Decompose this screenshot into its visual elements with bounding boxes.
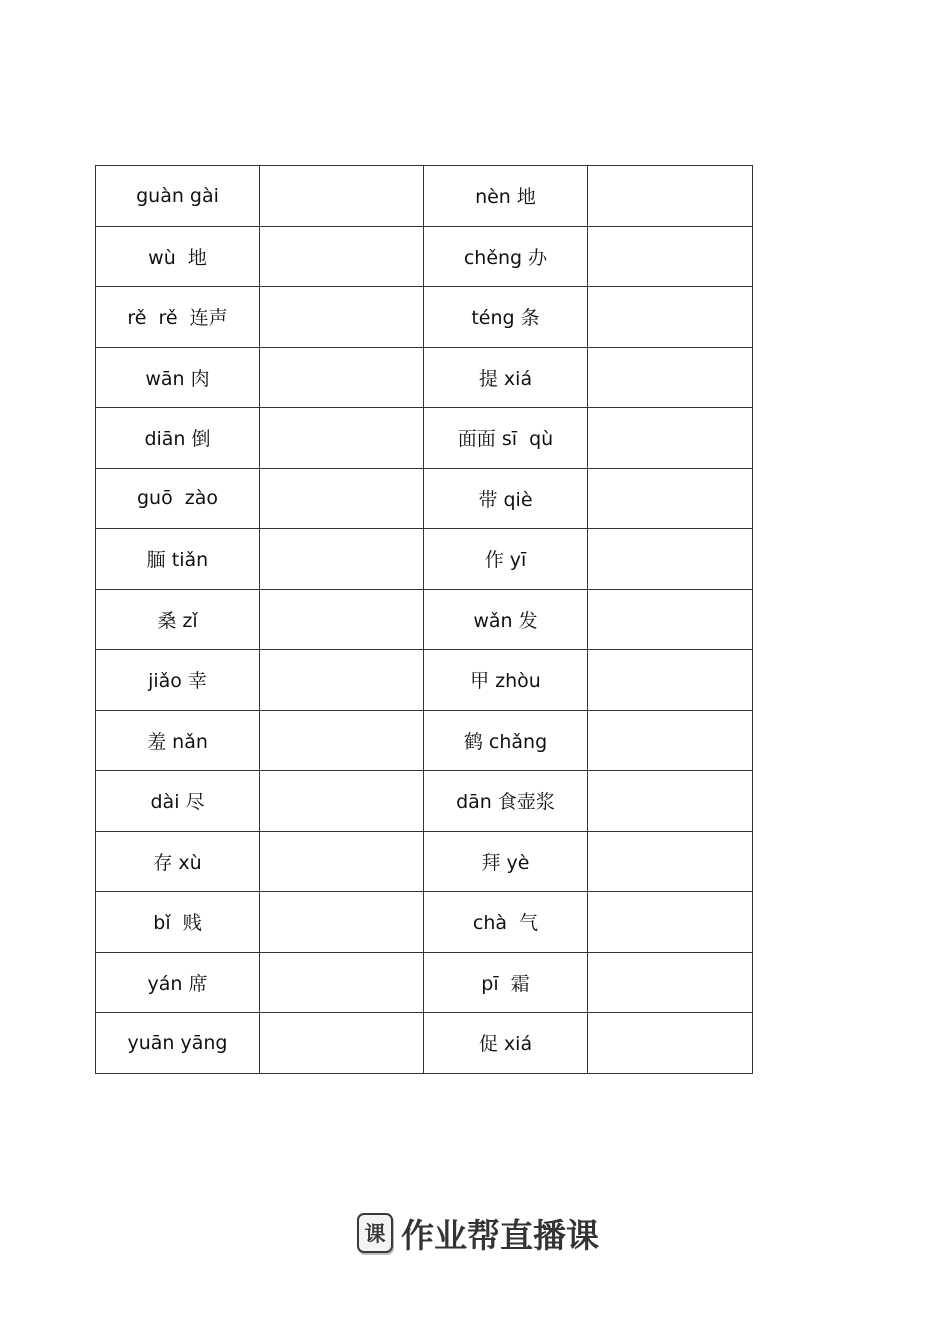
answer-cell-left[interactable] bbox=[260, 408, 424, 469]
prompt-cell-right: 拜 yè bbox=[424, 831, 588, 892]
answer-cell-left[interactable] bbox=[260, 287, 424, 348]
prompt-cell-left: dài 尽 bbox=[96, 771, 260, 832]
prompt-cell-left: yuān yāng bbox=[96, 1013, 260, 1074]
table-row bbox=[96, 952, 753, 1013]
prompt-cell-right: 提 xiá bbox=[424, 347, 588, 408]
prompt-cell-left: 腼 tiǎn bbox=[96, 529, 260, 590]
table-row bbox=[96, 529, 753, 590]
prompt-cell-left: wù 地 bbox=[96, 226, 260, 287]
prompt-cell-right: wǎn 发 bbox=[424, 589, 588, 650]
answer-cell-left[interactable] bbox=[260, 892, 424, 953]
answer-cell-left[interactable] bbox=[260, 831, 424, 892]
table-row bbox=[96, 408, 753, 469]
prompt-cell-right: téng 条 bbox=[424, 287, 588, 348]
prompt-cell-left: diān 倒 bbox=[96, 408, 260, 469]
answer-cell-left[interactable] bbox=[260, 710, 424, 771]
table-row bbox=[96, 650, 753, 711]
prompt-cell-left: rě rě 连声 bbox=[96, 287, 260, 348]
answer-cell-left[interactable] bbox=[260, 650, 424, 711]
prompt-cell-left: wān 肉 bbox=[96, 347, 260, 408]
prompt-cell-right: 甲 zhòu bbox=[424, 650, 588, 711]
answer-cell-right[interactable] bbox=[588, 650, 753, 711]
answer-cell-right[interactable] bbox=[588, 166, 753, 227]
answer-cell-left[interactable] bbox=[260, 529, 424, 590]
answer-cell-right[interactable] bbox=[588, 771, 753, 832]
answer-cell-right[interactable] bbox=[588, 892, 753, 953]
answer-cell-right[interactable] bbox=[588, 952, 753, 1013]
answer-cell-left[interactable] bbox=[260, 952, 424, 1013]
prompt-cell-right: dān 食壶浆 bbox=[424, 771, 588, 832]
table-row bbox=[96, 468, 753, 529]
prompt-cell-left: 存 xù bbox=[96, 831, 260, 892]
pinyin-worksheet-table bbox=[95, 165, 753, 1074]
prompt-cell-right: 面面 sī qù bbox=[424, 408, 588, 469]
table-row bbox=[96, 347, 753, 408]
answer-cell-right[interactable] bbox=[588, 287, 753, 348]
prompt-cell-left: jiǎo 幸 bbox=[96, 650, 260, 711]
answer-cell-right[interactable] bbox=[588, 408, 753, 469]
prompt-cell-right: pī 霜 bbox=[424, 952, 588, 1013]
table-row bbox=[96, 710, 753, 771]
prompt-cell-right: nèn 地 bbox=[424, 166, 588, 227]
prompt-cell-right: 作 yī bbox=[424, 529, 588, 590]
answer-cell-right[interactable] bbox=[588, 226, 753, 287]
table-row bbox=[96, 831, 753, 892]
footer-logo bbox=[357, 1211, 599, 1255]
logo-text: 作业帮直播课 bbox=[401, 1215, 599, 1255]
answer-cell-right[interactable] bbox=[588, 1013, 753, 1074]
table-row bbox=[96, 166, 753, 227]
answer-cell-left[interactable] bbox=[260, 1013, 424, 1074]
table-row bbox=[96, 589, 753, 650]
worksheet-body bbox=[96, 166, 753, 1074]
prompt-cell-left: guàn gài bbox=[96, 166, 260, 227]
prompt-cell-right: chà 气 bbox=[424, 892, 588, 953]
answer-cell-right[interactable] bbox=[588, 468, 753, 529]
prompt-cell-right: 促 xiá bbox=[424, 1013, 588, 1074]
table-row bbox=[96, 771, 753, 832]
answer-cell-left[interactable] bbox=[260, 468, 424, 529]
answer-cell-left[interactable] bbox=[260, 589, 424, 650]
prompt-cell-left: guō zào bbox=[96, 468, 260, 529]
logo-badge-icon: 课 bbox=[357, 1213, 393, 1253]
answer-cell-right[interactable] bbox=[588, 347, 753, 408]
answer-cell-left[interactable] bbox=[260, 347, 424, 408]
prompt-cell-left: yán 席 bbox=[96, 952, 260, 1013]
prompt-cell-left: 羞 nǎn bbox=[96, 710, 260, 771]
answer-cell-right[interactable] bbox=[588, 529, 753, 590]
prompt-cell-left: 桑 zǐ bbox=[96, 589, 260, 650]
prompt-cell-right: chěng 办 bbox=[424, 226, 588, 287]
table-row bbox=[96, 1013, 753, 1074]
prompt-cell-left: bǐ 贱 bbox=[96, 892, 260, 953]
answer-cell-right[interactable] bbox=[588, 589, 753, 650]
table-row bbox=[96, 226, 753, 287]
answer-cell-left[interactable] bbox=[260, 166, 424, 227]
prompt-cell-right: 带 qiè bbox=[424, 468, 588, 529]
answer-cell-right[interactable] bbox=[588, 831, 753, 892]
answer-cell-left[interactable] bbox=[260, 226, 424, 287]
table-row bbox=[96, 287, 753, 348]
table-row bbox=[96, 892, 753, 953]
answer-cell-left[interactable] bbox=[260, 771, 424, 832]
answer-cell-right[interactable] bbox=[588, 710, 753, 771]
prompt-cell-right: 鹤 chǎng bbox=[424, 710, 588, 771]
